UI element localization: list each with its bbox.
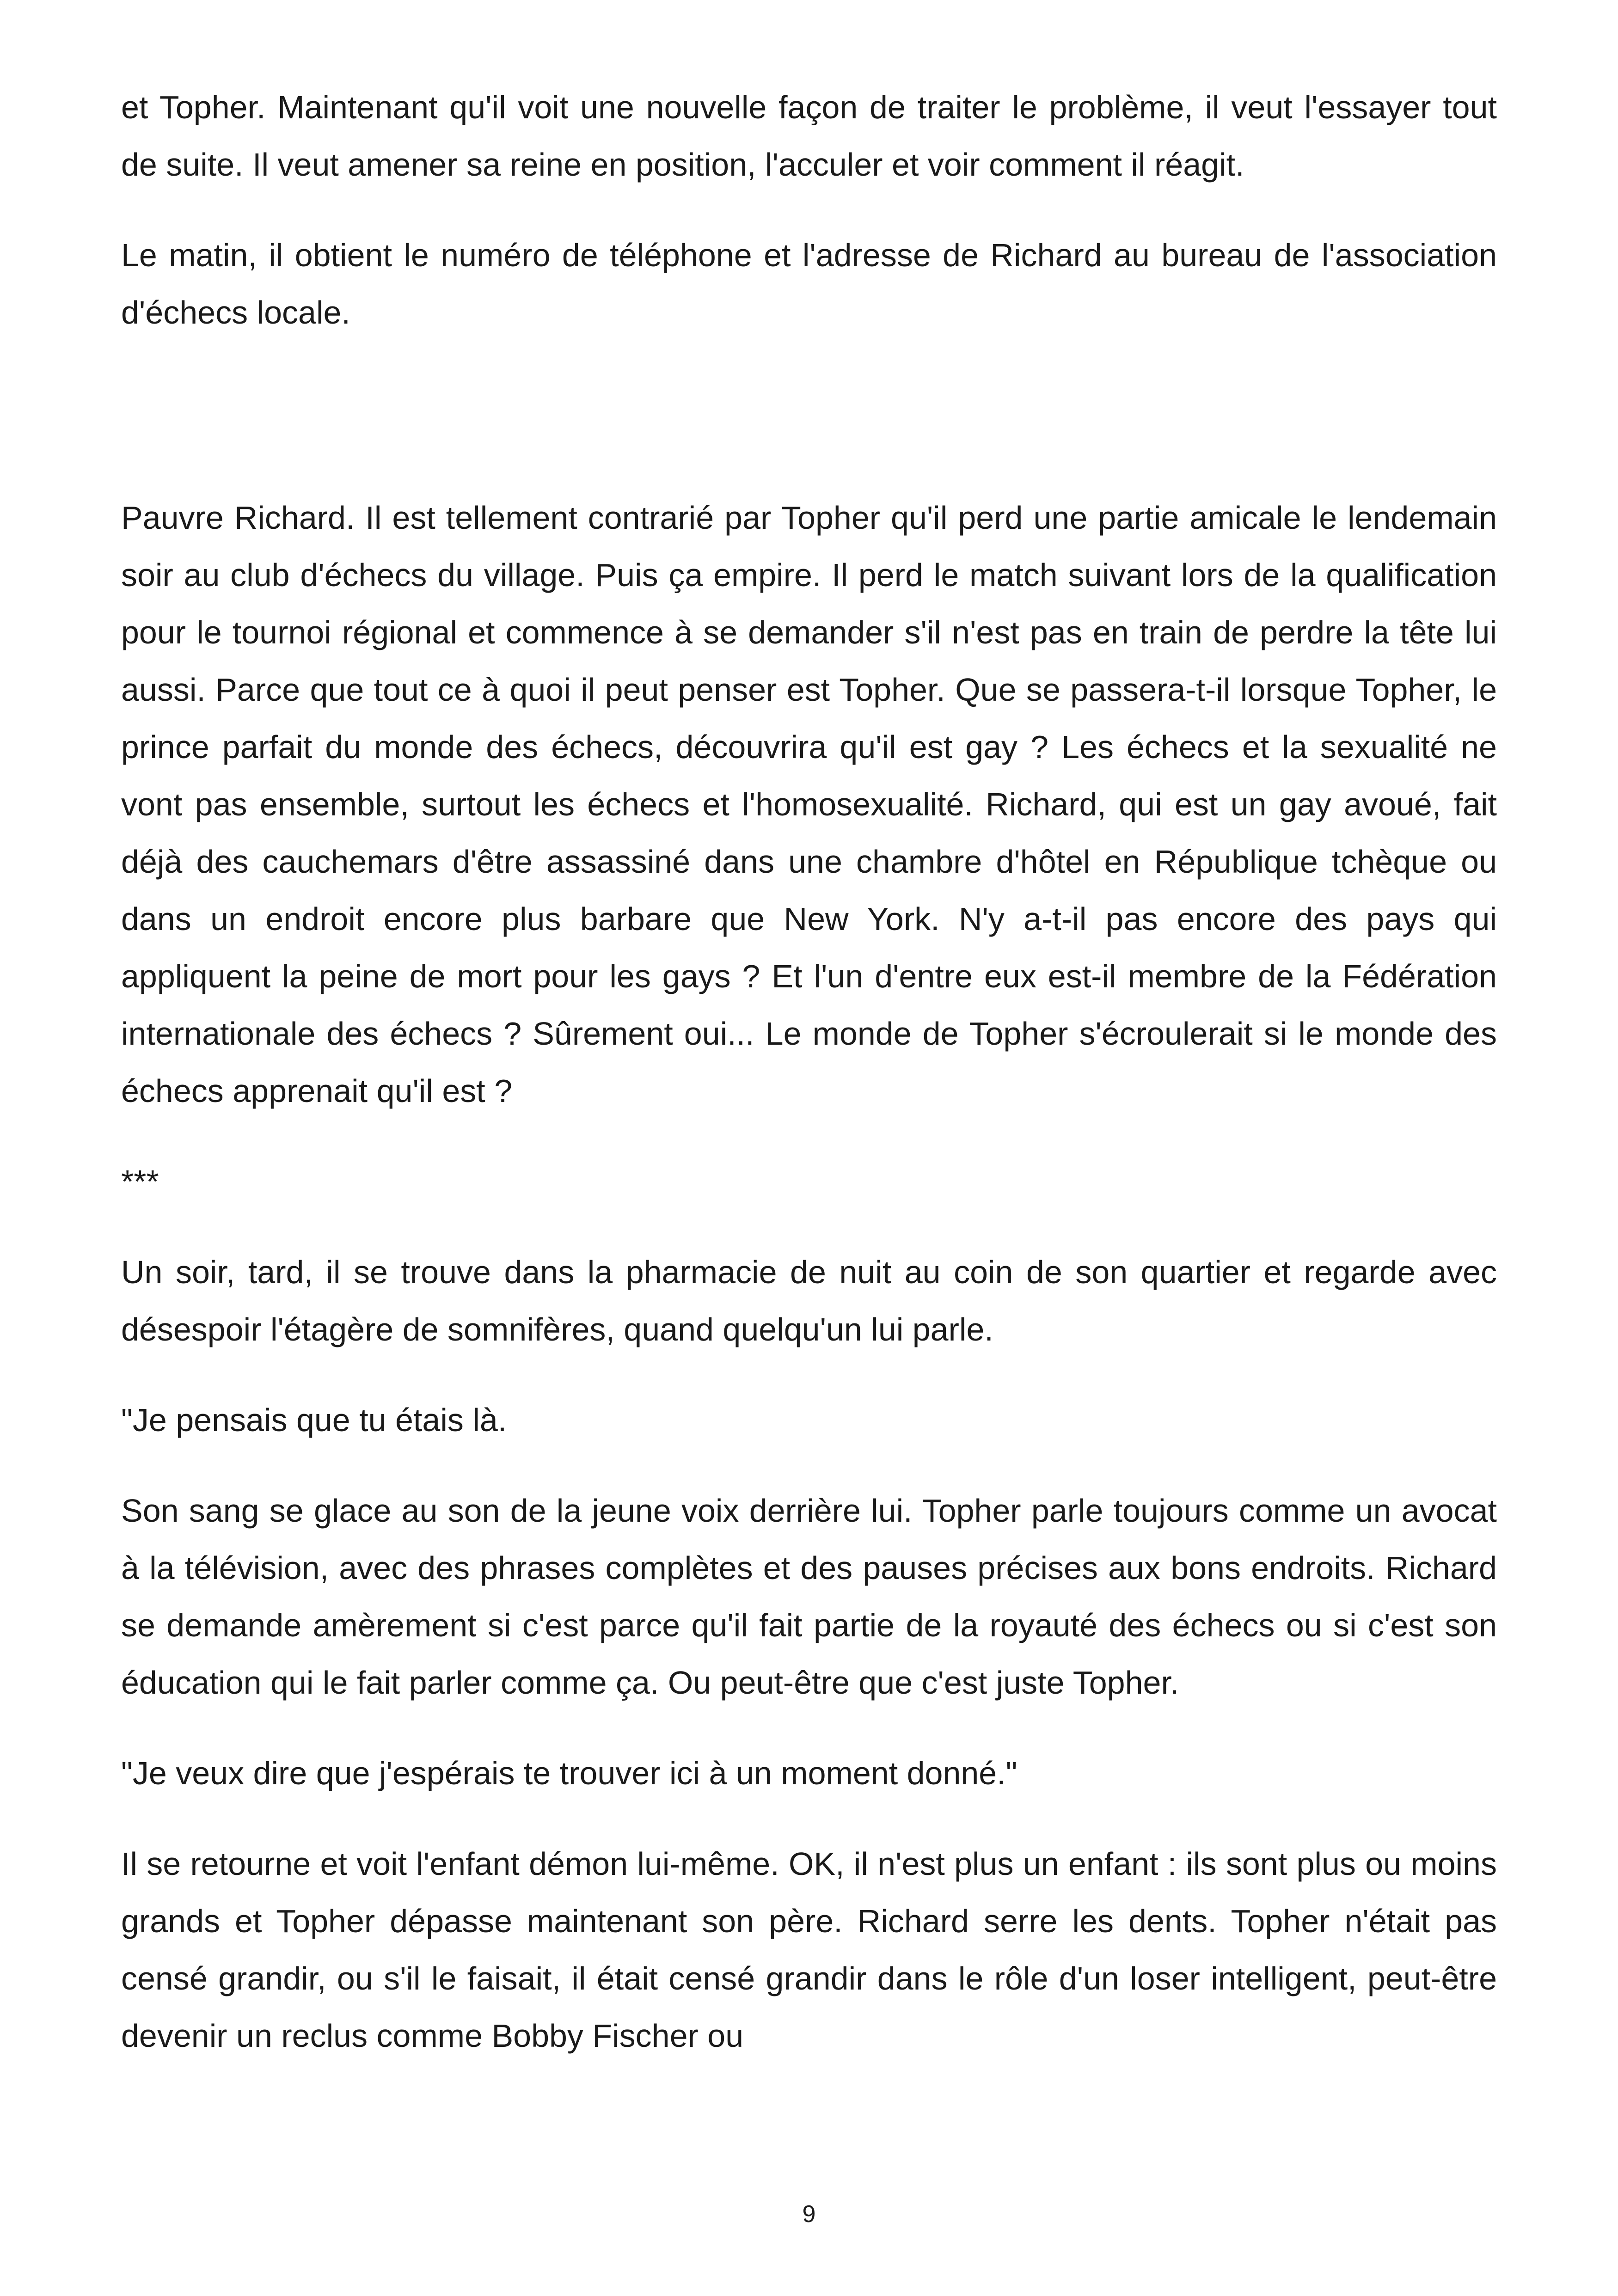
paragraph: Son sang se glace au son de la jeune voix derrière lui. Topher parle toujours comme un avocat à la télévision, avec des phrases complètes et des pauses précises aux bons endroits. Richard se demande amèrement si c'est parce qu'il fait partie de la royauté des échecs ou si c'est son éducation qui le fait parler comme ça. Ou peut-être que c'est juste Topher. xyxy=(121,1493,1497,1701)
paragraph: "Je pensais que tu étais là. xyxy=(121,1402,507,1438)
body-text xyxy=(121,79,1497,2064)
paragraph: Il se retourne et voit l'enfant démon lui-même. OK, il n'est plus un enfant : ils sont plus ou moins grands et Topher dépasse maintenant son père. Richard serre les dents. Topher n'était pas censé grandir, ou s'il le faisait, il était censé grandir dans le rôle d'un loser intelligent, peut-être devenir un reclus comme Bobby Fischer ou xyxy=(121,1846,1497,2054)
section-separator: *** xyxy=(121,1163,159,1200)
paragraph: "Je veux dire que j'espérais te trouver ici à un moment donné." xyxy=(121,1755,1017,1791)
paragraph: Un soir, tard, il se trouve dans la pharmacie de nuit au coin de son quartier et regarde avec désespoir l'étagère de somnifères, quand quelqu'un lui parle. xyxy=(121,1254,1497,1347)
page-number: 9 xyxy=(802,2201,816,2228)
paragraph: Le matin, il obtient le numéro de téléphone et l'adresse de Richard au bureau de l'association d'échecs locale. xyxy=(121,237,1497,331)
paragraph: et Topher. Maintenant qu'il voit une nouvelle façon de traiter le problème, il veut l'essayer tout de suite. Il veut amener sa reine en position, l'acculer et voir comment il réagit. xyxy=(121,89,1497,183)
paragraph: Pauvre Richard. Il est tellement contrarié par Topher qu'il perd une partie amicale le lendemain soir au club d'échecs du village. Puis ça empire. Il perd le match suivant lors de la qualification pour le tournoi régional et commence à se demander s'il n'est pas en train de perdre la tête lui aussi. Parce que tout ce à quoi il peut penser est Topher. Que se passera-t-il lorsque Topher, le prince parfait du monde des échecs, découvrira qu'il est gay ? Les échecs et la sexualité ne vont pas ensemble, surtout les échecs et l'homosexualité. Richard, qui est un gay avoué, fait déjà des cauchemars d'être assassiné dans une chambre d'hôtel en République tchèque ou dans un endroit encore plus barbare que New York. N'y a-t-il pas encore des pays qui appliquent la peine de mort pour les gays ? Et l'un d'entre eux est-il membre de la Fédération internationale des échecs ? Sûrement oui... Le monde de Topher s'écroulerait si le monde des échecs apprenait qu'il est ? xyxy=(121,500,1497,1109)
